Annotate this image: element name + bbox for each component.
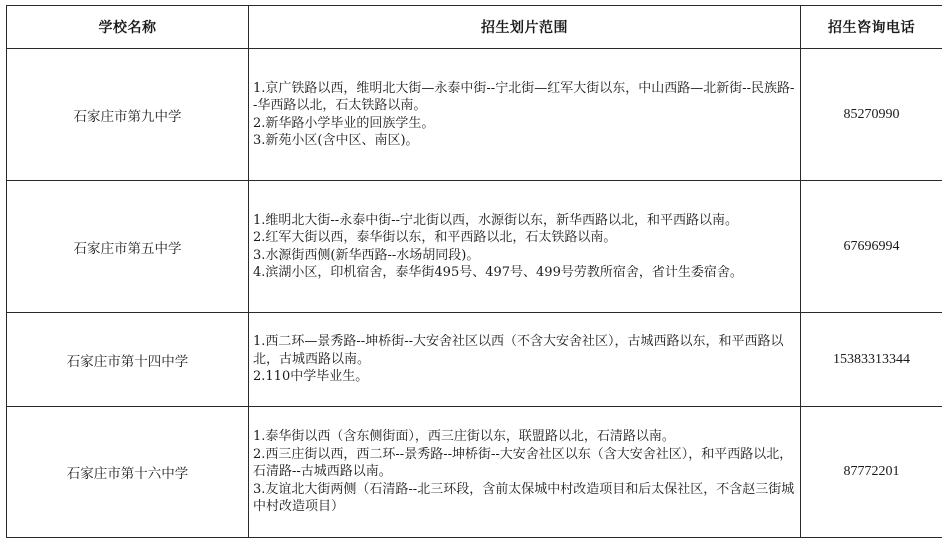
range-item: 1.西二环—景秀路--坤桥街--大安舍社区以西（不含大安舍社区），古城西路以东，和平西路以北，古城西路以南。	[253, 334, 784, 367]
range-item: 2.红军大街以西，泰华街以东，和平西路以北，石太铁路以南。	[253, 230, 617, 245]
school-name-cell: 石家庄市第五中学	[7, 181, 249, 313]
range-item: 1.泰华街以西（含东侧街面），西三庄街以东，联盟路以北，石清路以南。	[253, 429, 675, 445]
range-item: 4.滨湖小区，印机宿舍，泰华街495号、497号、499号劳教所宿舍，省计生委宿舍。	[253, 265, 743, 280]
enrollment-zone-table	[6, 5, 942, 538]
range-item: 1.京广铁路以西，维明北大街—永泰中街--宁北街—红军大街以东，中山西路—北新街--民族路--华西路以北，石太铁路以南。	[253, 80, 795, 113]
enrollment-range-cell	[249, 313, 801, 407]
table-row	[7, 407, 943, 538]
enrollment-zone-sheet	[6, 5, 942, 539]
school-name-cell: 石家庄市第十六中学	[7, 407, 249, 538]
school-name-cell: 石家庄市第十四中学	[7, 313, 249, 407]
header-school-name: 学校名称	[7, 6, 249, 49]
table-row	[7, 313, 943, 407]
range-item: 2.新华路小学毕业的回族学生。	[253, 115, 435, 131]
header-enrollment-range: 招生划片范围	[249, 6, 801, 49]
school-name-cell: 石家庄市第九中学	[7, 49, 249, 181]
table-row	[7, 181, 943, 313]
header-consult-phone: 招生咨询电话	[801, 6, 943, 49]
range-item: 2.110中学毕业生。	[253, 369, 369, 385]
range-item: 2.西三庄街以西，西二环--景秀路--坤桥街--大安舍社区以东（含大安舍社区），和平西路以北，石清路--古城西路以南。	[253, 446, 793, 480]
consult-phone-cell: 67696994	[801, 181, 943, 313]
enrollment-range-cell	[249, 181, 801, 313]
enrollment-range-cell	[249, 407, 801, 538]
range-item: 3.友谊北大街两侧（石清路--北三环段，含前太保城中村改造项目和后太保社区，不含赵三街城中村改造项目）	[253, 481, 795, 515]
table-row	[7, 49, 943, 181]
consult-phone-cell: 87772201	[801, 407, 943, 538]
consult-phone-cell: 15383313344	[801, 313, 943, 407]
range-item: 3.水源街西侧(新华西路--水场胡同段)。	[253, 247, 480, 263]
consult-phone-cell: 85270990	[801, 49, 943, 181]
range-item: 3.新苑小区(含中区、南区)。	[253, 133, 419, 148]
table-header-row	[7, 6, 943, 49]
enrollment-range-cell	[249, 49, 801, 181]
range-item: 1.维明北大街--永泰中街--宁北街以西，水源街以东，新华西路以北，和平西路以南。	[253, 212, 738, 228]
